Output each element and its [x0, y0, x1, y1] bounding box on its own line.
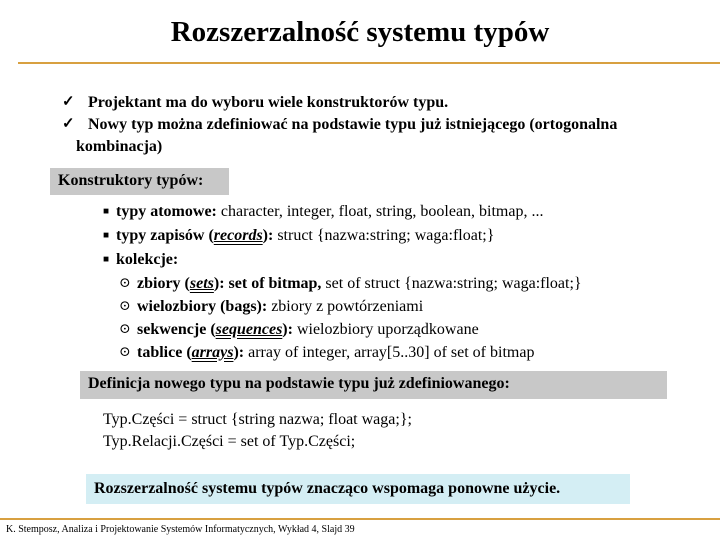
definition-code — [103, 409, 412, 453]
square-bullet-icon: ■ — [103, 230, 110, 241]
intro-bullet: ✓ Nowy typ można zdefiniować na podstawie typu już istniejącego (ortogonalna kombinacja) — [62, 114, 702, 158]
constructors-list — [103, 200, 703, 364]
circled-dot-icon: ⊙ — [119, 299, 131, 314]
list-item-arrays: ⊙ tablice (arrays): array of integer, array[5..30] of set of bitmap — [119, 341, 703, 364]
intro-bullet-list — [62, 92, 702, 158]
list-item-bags: ⊙ wielozbiory (bags): zbiory z powtórzeniami — [119, 295, 703, 318]
list-item-sets: ⊙ zbiory (sets): set of bitmap, set of struct {nazwa:string; waga:float;} — [119, 272, 703, 295]
footer-divider — [0, 518, 720, 520]
list-item-atomic: ■ typy atomowe: character, integer, float, string, boolean, bitmap, ... — [103, 200, 703, 224]
list-item-records: ■ typy zapisów (records): struct {nazwa:string; waga:float;} — [103, 224, 703, 248]
definition-header: Definicja nowego typu na podstawie typu już zdefiniowanego: — [80, 371, 667, 399]
footer-caption: K. Stemposz, Analiza i Projektowanie Systemów Informatycznych, Wykład 4, Slajd 39 — [6, 524, 355, 535]
checkmark-icon: ✓ — [62, 116, 75, 132]
code-line: Typ.Części = struct {string nazwa; float waga;}; — [103, 411, 412, 428]
title-divider — [18, 62, 720, 64]
slide-title: Rozszerzalność systemu typów — [170, 16, 550, 48]
list-item-collections: ■ kolekcje: — [103, 248, 703, 272]
constructors-header: Konstruktory typów: — [50, 168, 229, 195]
highlight-box: Rozszerzalność systemu typów znacząco wspomaga ponowne użycie. — [86, 474, 630, 504]
circled-dot-icon: ⊙ — [119, 345, 131, 360]
collections-sublist — [119, 272, 703, 364]
square-bullet-icon: ■ — [103, 254, 110, 265]
square-bullet-icon: ■ — [103, 206, 110, 217]
code-line: Typ.Relacji.Części = set of Typ.Części; — [103, 433, 356, 450]
circled-dot-icon: ⊙ — [119, 276, 131, 291]
list-item-sequences: ⊙ sekwencje (sequences): wielozbiory uporządkowane — [119, 318, 703, 341]
circled-dot-icon: ⊙ — [119, 322, 131, 337]
intro-bullet: ✓ Projektant ma do wyboru wiele konstruktorów typu. — [62, 92, 702, 114]
checkmark-icon: ✓ — [62, 94, 75, 110]
